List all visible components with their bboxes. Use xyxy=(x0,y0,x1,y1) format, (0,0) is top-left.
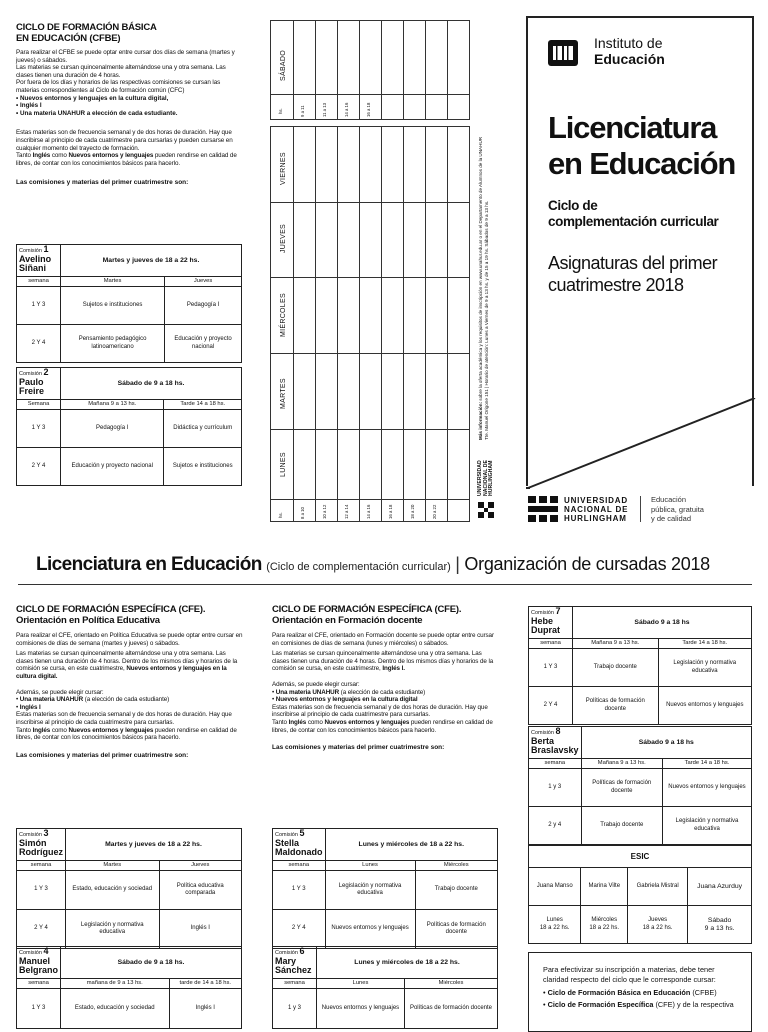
cfbe-section xyxy=(16,22,242,187)
grid-weekdays xyxy=(270,126,470,522)
table-row: 1 Y 3 Pedagogía I Didáctica y currículum xyxy=(17,410,242,448)
cfe1-title-2: Orientación en Política Educativa xyxy=(16,615,160,626)
table-row: 2 Y 4 Educación y proyecto nacional Sujetos e instituciones xyxy=(17,448,242,486)
col-header: semana xyxy=(273,860,326,871)
col-header: semana xyxy=(17,978,61,989)
university-logo-icon xyxy=(478,502,494,518)
comision-label: Comisión 1 Avelino Siñani xyxy=(17,245,61,277)
col-header: Jueves xyxy=(159,860,241,871)
col-header: semana xyxy=(529,638,573,649)
cover-title: Licenciatura en Educación xyxy=(548,110,736,181)
table-row: 1 Y 3 Estado, educación y sociedad Inglés I xyxy=(17,989,242,1029)
bottom-separator: | xyxy=(455,554,460,574)
cfe2-p3: Además, se puede elegir cursar: xyxy=(272,680,360,688)
cfe1-p1: Para realizar el CFE, orientado en Política Educativa se puede optar entre cursar en comisiones de días de semana (martes y jueves) o sábados. xyxy=(16,632,243,647)
comision-horario: Sábado de 9 a 18 hs. xyxy=(61,368,242,400)
cfe2-title-2: Orientación en Formación docente xyxy=(272,615,423,626)
cfe1-p4: Estas materias son de frecuencia semanal y de dos horas de duración. Hay que inscribirse al principio de cada cuatrimestre para cursarlas. xyxy=(16,711,232,726)
cfbe-bullet-2: • Inglés I xyxy=(16,102,42,110)
cfbe-p4b: Tanto Inglés como Nuevos entornos y lenguajes pueden rendirse en calidad de libres, de contar con los conocimientos básicos para hacerlo. xyxy=(16,152,237,167)
col-header: Semana xyxy=(17,399,61,410)
col-header: Mañana 9 a 13 hs. xyxy=(581,758,662,769)
cfbe-p3: Por fuera de los días y horarios de las respectivas comisiones se cursan las materias correspondientes al Ciclo de formación común (CFC) xyxy=(16,79,221,94)
day-label-martes: MARTES xyxy=(280,378,287,409)
col-header: Tarde 14 a 18 hs. xyxy=(658,638,751,649)
cfe-politica-section xyxy=(16,604,244,760)
cfbe-title-2: EN EDUCACIÓN (CFBE) xyxy=(16,33,121,44)
comision-horario: Lunes y miércoles de 18 a 22 hs. xyxy=(317,947,498,979)
comision-6-table xyxy=(272,946,498,1029)
cfe1-comisiones-title: Las comisiones y materias del primer cuatrimestre son: xyxy=(16,751,189,759)
cfe1-p2: Las materias se cursan quincenalmente alternándose una y otra semana. Las clases tienen una duración de 4 horas. Dentro de los mismos días y horarios de la comisión se cursa, en este cuatrimestre, Nuevos entornos y lenguajes en la cultura digital. xyxy=(16,650,238,680)
cover-panel xyxy=(526,16,754,486)
col-header: Miércoles xyxy=(405,978,498,989)
hour-label: 9 a 11 xyxy=(300,105,305,117)
comision-label: Comisión 4 Manuel Belgrano xyxy=(17,947,61,979)
comision-label: Comisión 2 Paulo Freire xyxy=(17,368,61,400)
table-row: 1 Y 3 Trabajo docente Legislación y normativa educativa xyxy=(529,649,752,687)
grid-saturday xyxy=(270,20,470,120)
bottom-title-small: (Ciclo de complementación curricular) xyxy=(266,561,451,573)
cfe1-p3: Además, se puede elegir cursar: xyxy=(16,688,104,696)
hour-label: 14 a 16 xyxy=(344,102,349,117)
cfe2-p5: Tanto Inglés como Nuevos entornos y lenguajes pueden rendirse en calidad de libres, de contar con los conocimientos básicos para hacerlo. xyxy=(272,718,493,734)
comision-horario: Sábado 9 a 18 hs xyxy=(573,607,752,639)
brand-line-1: Instituto de xyxy=(594,35,663,51)
cfe2-bullet-2: • Nuevos entornos y lenguajes en la cultura digital xyxy=(272,696,418,704)
comision-horario: Sábado de 9 a 18 hs. xyxy=(61,947,242,979)
cover-subtitle: Ciclo de complementación curricular xyxy=(548,198,719,229)
col-header: Jueves xyxy=(165,276,242,287)
col-header: tarde de 14 a 18 hs. xyxy=(169,978,241,989)
col-header: Tarde 14 a 18 hs. xyxy=(662,758,751,769)
table-row: 2 Y 4 Políticas de formación docente Nuevos entornos y lenguajes xyxy=(529,687,752,725)
comision-label: Comisión 5 Stella Maldonado xyxy=(273,829,326,861)
unahur-logo-icon xyxy=(528,496,558,527)
col-header: Lunes xyxy=(317,978,405,989)
esic-table xyxy=(528,845,752,944)
cfe1-title-1: CICLO DE FORMACIÓN ESPECÍFICA (CFE). xyxy=(16,604,206,615)
cfe1-bullet-2: • Inglés I xyxy=(16,703,41,711)
comision-8-table xyxy=(528,726,752,845)
col-header: semana xyxy=(273,978,317,989)
comision-1-table xyxy=(16,244,242,363)
comision-2-table xyxy=(16,367,242,486)
hour-label: 10 a 12 xyxy=(322,504,327,519)
cfbe-p2: Las materias se cursan quincenalmente alternándose una y otra semana. Las clases tienen una duración de 4 horas. xyxy=(16,64,226,79)
day-label-jueves: JUEVES xyxy=(280,223,287,253)
hour-label: 16 a 18 xyxy=(388,504,393,519)
comision-horario: Martes y jueves de 18 a 22 hs. xyxy=(61,245,242,277)
col-header: semana xyxy=(17,860,66,871)
table-row: 1 y 3 Políticas de formación docente Nuevos entornos y lenguajes xyxy=(529,769,752,807)
cfbe-title-1: CICLO DE FORMACIÓN BÁSICA xyxy=(16,22,157,33)
vertical-info: Más información: sobre la oferta académica y los requisitos de inscripción en www.unahur.edu.ar o en el Departamento de Alumnos de la UNAHUR Tte. Manuel Origone 151 | Horario de atención: Lunes a Viernes de 9 a 13 hs. y de 15 a 19 hs. Sábados de 9 a 13 hs. xyxy=(478,136,489,440)
cfbe-bullet-3: • Una materia UNAHUR a elección de cada estudiante. xyxy=(16,109,178,117)
cfe2-bullet-1: • Una materia UNAHUR (a elección de cada estudiante) xyxy=(272,688,426,696)
table-row: 1 Y 3 Estado, educación y sociedad Política educativa comparada xyxy=(17,871,242,910)
esic-title: ESIC xyxy=(529,846,752,868)
col-header: Miércoles xyxy=(415,860,497,871)
hour-label: 18 a 20 xyxy=(410,504,415,519)
col-header: semana xyxy=(17,276,61,287)
table-row: 1 y 3 Nuevos entornos y lenguajes Políticas de formación docente xyxy=(273,989,498,1029)
cfe2-p4: Estas materias son de frecuencia semanal y de dos horas de duración. Hay que inscribirse al principio de cada cuatrimestre para cursarlas. xyxy=(272,703,488,719)
enrollment-note xyxy=(528,952,752,1032)
cfe2-p1: Para realizar el CFE, orientado en Formación docente se puede optar entre cursar en comisiones de días de semana (lunes y miércoles) o sábados. xyxy=(272,632,494,647)
hour-label: 8 a 10 xyxy=(300,507,305,519)
brand-line-2: Educación xyxy=(594,51,665,67)
comision-7-table xyxy=(528,606,752,725)
cfbe-p4a: Estas materias son de frecuencia semanal y de dos horas de duración. Hay que inscribirse al principio de cada cuatrimestre para cursarlas y pueden cursarse en cualquier momento del trayecto de formación. xyxy=(16,129,233,152)
table-row: 1 Y 3 Sujetos e instituciones Pedagogía I xyxy=(17,287,242,325)
day-label-lunes: LUNES xyxy=(280,452,287,477)
col-header: semana xyxy=(529,758,582,769)
cfe1-p5: Tanto Inglés como Nuevos entornos y lenguajes pueden rendirse en calidad de libres, de contar con los conocimientos básicos para hacerlo. xyxy=(16,726,237,742)
hour-label: 16 a 18 xyxy=(366,102,371,117)
hour-label: 14 a 16 xyxy=(366,504,371,519)
col-header: Mañana 9 a 13 hs. xyxy=(61,399,164,410)
cfbe-p1: Para realizar el CFBE se puede optar entre cursar dos días de semana (martes y jueves) o sábados. xyxy=(16,49,235,64)
col-header: Martes xyxy=(61,276,165,287)
table-row: 2 Y 4 Pensamiento pedagógico latinoamericano Educación y proyecto nacional xyxy=(17,325,242,363)
comision-4-table xyxy=(16,946,242,1029)
hs-label: hs. xyxy=(278,512,283,518)
vertical-univ-logo-text: UNIVERSIDAD NACIONAL DE HURLINGHAM xyxy=(477,460,494,496)
cfe2-comisiones-title: Las comisiones y materias del primer cuatrimestre son: xyxy=(272,744,445,752)
cfe1-bullet-1: • Una materia UNAHUR (a elección de cada estudiante) xyxy=(16,696,170,704)
hour-label: 12 a 14 xyxy=(344,504,349,519)
bottom-title: Licenciatura en Educación xyxy=(36,554,262,575)
unahur-name: UNIVERSIDAD NACIONAL DE HURLINGHAM xyxy=(564,496,629,523)
footer-divider xyxy=(640,496,641,522)
col-header: Lunes xyxy=(325,860,415,871)
header-rule xyxy=(18,584,752,585)
cfbe-comisiones-title: Las comisiones y materias del primer cuatrimestre son: xyxy=(16,179,189,187)
note-bullet-2: • Ciclo de Formación Específica (CFE) y de la respectiva xyxy=(543,1000,734,1009)
hour-label: 20 a 22 xyxy=(432,504,437,519)
cfe2-p2: Las materias se cursan quincenalmente alternándose una y otra semana. Las clases tienen una duración de 4 horas. Dentro de los mismos días y horarios de la comisión se cursa, en este cuatrimestre, Inglés I. xyxy=(272,650,494,673)
comision-5-table xyxy=(272,828,498,949)
bottom-header xyxy=(36,554,710,576)
note-bullet-1: • Ciclo de Formación Básica en Educación (CFBE) xyxy=(543,988,717,997)
day-label-viernes: VIERNES xyxy=(280,152,287,185)
comision-label: Comisión 7 Hebe Duprat xyxy=(529,607,573,639)
col-header: mañana de 9 a 13 hs. xyxy=(61,978,170,989)
hs-label: hs. xyxy=(278,108,283,114)
comision-label: Comisión 6 Mary Sánchez xyxy=(273,947,317,979)
bottom-title-right: Organización de cursadas 2018 xyxy=(464,554,710,574)
tagline: Educación pública, gratuita y de calidad xyxy=(651,495,704,523)
table-row: 2 y 4 Trabajo docente Legislación y normativa educativa xyxy=(529,807,752,845)
cfe2-title-1: CICLO DE FORMACIÓN ESPECÍFICA (CFE). xyxy=(272,604,462,615)
table-row: 1 Y 3 Legislación y normativa educativa Trabajo docente xyxy=(273,871,498,910)
comision-3-table xyxy=(16,828,242,949)
cover-diagonal-line xyxy=(526,398,758,490)
table-row: 2 Y 4 Nuevos entornos y lenguajes Políticas de formación docente xyxy=(273,910,498,949)
hour-label: 11 a 13 xyxy=(322,102,327,117)
col-header: Mañana 9 a 13 hs. xyxy=(573,638,659,649)
cfbe-bullet-1: • Nuevos entornos y lenguajes en la cultura digital, xyxy=(16,94,169,102)
comision-horario: Sábado 9 a 18 hs xyxy=(581,727,751,759)
cfe-docente-section xyxy=(272,604,500,752)
book-logo-icon xyxy=(548,40,578,71)
comision-label: Comisión 3 Simón Rodríguez xyxy=(17,829,66,861)
comision-label: Comisión 8 Berta Braslavsky xyxy=(529,727,582,759)
table-row: Lunes 18 a 22 hs. Miércoles 18 a 22 hs. Jueves 18 a 22 hs. Sábado 9 a 13 hs. xyxy=(529,906,752,944)
note-text: Para efectivizar su inscripción a materias, debe tener claridad respecto del ciclo que le corresponde cursar: xyxy=(543,965,716,984)
comision-horario: Martes y jueves de 18 a 22 hs. xyxy=(65,829,241,861)
table-row: 2 Y 4 Legislación y normativa educativa Inglés I xyxy=(17,910,242,949)
table-row: Juana Manso Marina Vilte Gabriela Mistral Juana Azurduy xyxy=(529,868,752,906)
col-header: Tarde 14 a 18 hs. xyxy=(164,399,242,410)
day-label-sabado: SÁBADO xyxy=(280,50,287,81)
col-header: Martes xyxy=(65,860,159,871)
cover-asignaturas: Asignaturas del primer cuatrimestre 2018 xyxy=(548,253,718,295)
comision-horario: Lunes y miércoles de 18 a 22 hs. xyxy=(325,829,498,861)
day-label-miercoles: MIÉRCOLES xyxy=(280,293,287,337)
